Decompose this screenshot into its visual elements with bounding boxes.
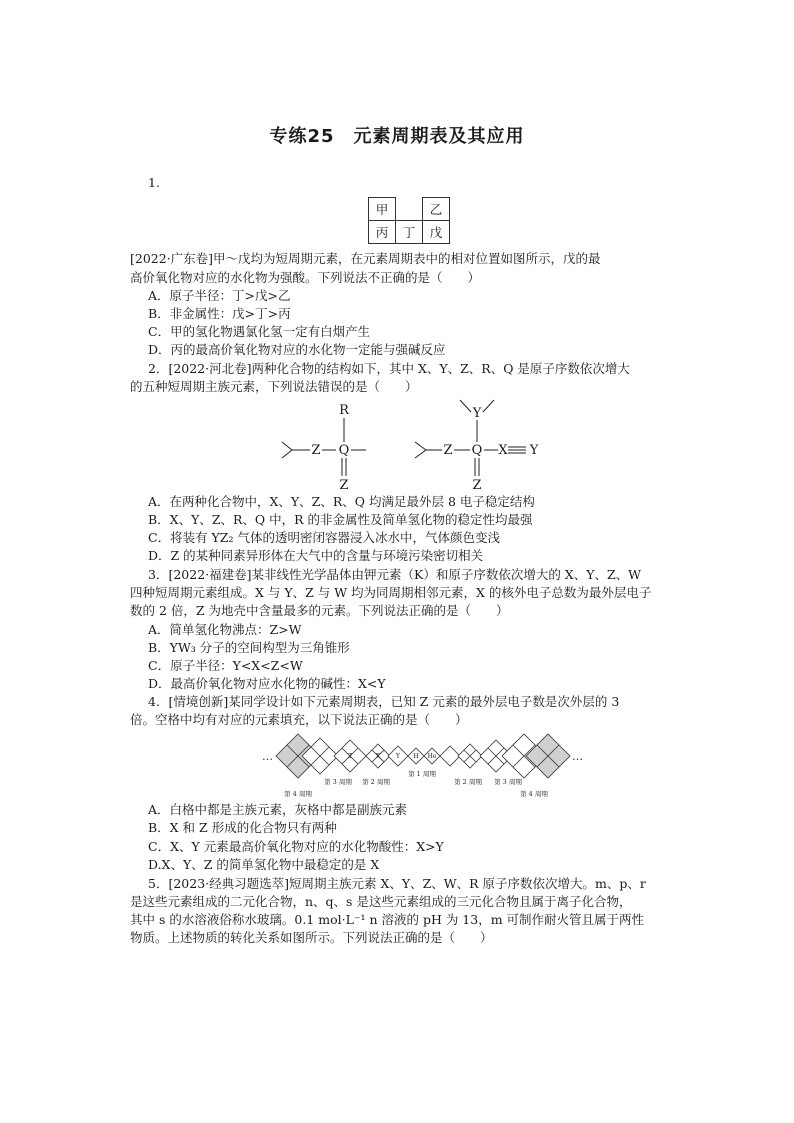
period-label: 第 1 周期 (408, 770, 436, 778)
period-label: 第 2 周期 (362, 778, 390, 786)
grid-cell (396, 198, 423, 221)
q2-stem-line: 的五种短周期主族元素，下列说法错误的是（ ） (130, 379, 418, 394)
atom-q: Q (471, 443, 483, 458)
q2-option-d: D．Z 的某种同素异形体在大气中的含量与环境污染密切相关 (148, 548, 484, 563)
grid-cell: 戊 (423, 221, 450, 244)
q3-stem-line: 四种短周期元素组成。X 与 Y、Z 与 W 均为同周期相邻元素，X 的核外电子总数为最外层电子 (130, 585, 652, 600)
q5-stem-line: 物质。上述物质的转化关系如图所示。下列说法正确的是（ ） (130, 930, 493, 945)
atom-q: Q (338, 443, 350, 458)
q4-option-c: C．X、Y 元素最高价氧化物对应的水化物酸性：X>Y (148, 839, 444, 854)
q4-periodic-table-figure (258, 728, 583, 800)
q2-structure-figure (270, 396, 570, 492)
q5-stem-line: 其中 s 的水溶液俗称水玻璃。0.1 mol·L⁻¹ n 溶液的 pH 为 13，m 可制作耐火管且属于两性 (130, 912, 645, 927)
q5-stem-line: 是这些元素组成的二元化合物，n、q、s 是这些元素组成的三元化合物且属于离子化合物， (130, 894, 632, 909)
atom-z: Z (443, 443, 453, 458)
q4-stem-line: 倍。空格中均有对应的元素填充，以下说法正确的是（ ） (130, 712, 468, 727)
q5-stem-line: 5．[2023·经典习题选萃]短周期主族元素 X、Y、Z、W、R 原子序数依次增大。m、p、r (148, 876, 646, 891)
q3-option-c: C．原子半径：Y<X<Z<W (148, 658, 303, 673)
q2-option-a: A．在两种化合物中，X、Y、Z、R、Q 均满足最外层 8 电子稳定结构 (148, 494, 535, 509)
atom-y: Y (529, 443, 539, 458)
grid-cell: 甲 (369, 198, 396, 221)
period-label: 第 2 周期 (454, 778, 482, 786)
q3-stem-line: 数的 2 倍，Z 为地壳中含量最多的元素。下列说法正确的是（ ） (130, 603, 509, 618)
q3-option-a: A．简单氢化物沸点：Z>W (148, 622, 302, 637)
q2-option-c: C．将装有 YZ₂ 气体的透明密闭容器浸入冰水中，气体颜色变浅 (148, 530, 500, 545)
q2-stem-line: 2．[2022·河北卷]两种化合物的结构如下，其中 X、Y、Z、R、Q 是原子序数依次增大 (148, 361, 630, 376)
atom-z: Z (311, 443, 321, 458)
grid-cell: 丙 (369, 221, 396, 244)
period-label: 第 4 周期 (520, 790, 548, 798)
q4-stem-line: 4．[情境创新]某同学设计如下元素周期表，已知 Z 元素的最外层电子数是次外层的 3 (148, 694, 620, 709)
cell-label: X (375, 753, 381, 760)
q2-option-b: B．X、Y、Z、R、Q 中，R 的非金属性及简单氢化物的稳定性均最强 (148, 512, 533, 527)
q1-number: 1. (148, 175, 160, 190)
atom-r: R (339, 403, 349, 418)
period-label: 第 3 周期 (494, 778, 522, 786)
q4-option-b: B．X 和 Z 形成的化合物只有两种 (148, 820, 337, 835)
q1-stem-line: [2022·广东卷]甲～戊均为短周期元素，在元素周期表中的相对位置如图所示，戊的最 (130, 251, 601, 266)
grid-cell: 乙 (423, 198, 450, 221)
q1-option-a: A．原子半径：丁>戊>乙 (148, 288, 291, 303)
q3-option-b: B．YW₃ 分子的空间构型为三角锥形 (148, 640, 350, 655)
period-label: 第 3 周期 (324, 778, 352, 786)
atom-y: Y (472, 406, 482, 421)
q3-stem-line: 3．[2022·福建卷]某非线性光学晶体由钾元素（K）和原子序数依次增大的 X、Y、Z、W (148, 567, 641, 582)
q1-option-d: D．丙的最高价氧化物对应的水化物一定能与强碱反应 (148, 342, 446, 357)
atom-z: Z (472, 478, 482, 493)
q1-stem-line: 高价氧化物对应的水化物为强酸。下列说法不正确的是（ ） (130, 270, 481, 285)
q1-option-c: C．甲的氢化物遇氯化氢一定有白烟产生 (148, 324, 371, 339)
grid-cell: 丁 (396, 221, 423, 244)
ellipsis-right: … (572, 750, 583, 763)
cell-label: Y (396, 753, 400, 760)
ellipsis-left: … (262, 750, 273, 763)
atom-x: X (498, 443, 508, 458)
q4-option-d: D.X、Y、Z 的简单氢化物中最稳定的是 X (148, 857, 380, 872)
cell-label: H (413, 753, 419, 760)
period-label: 第 4 周期 (284, 790, 312, 798)
atom-z: Z (339, 478, 349, 493)
cell-label: Z (347, 753, 353, 760)
page-title: 专练25 元素周期表及其应用 (269, 126, 525, 147)
q3-option-d: D．最高价氧化物对应水化物的碱性：X<Y (148, 676, 386, 691)
q1-option-b: B．非金属性：戊>丁>丙 (148, 306, 291, 321)
q1-periodic-grid (368, 197, 450, 244)
cell-label: He (427, 753, 437, 760)
q4-option-a: A．白格中都是主族元素，灰格中都是副族元素 (148, 802, 408, 817)
